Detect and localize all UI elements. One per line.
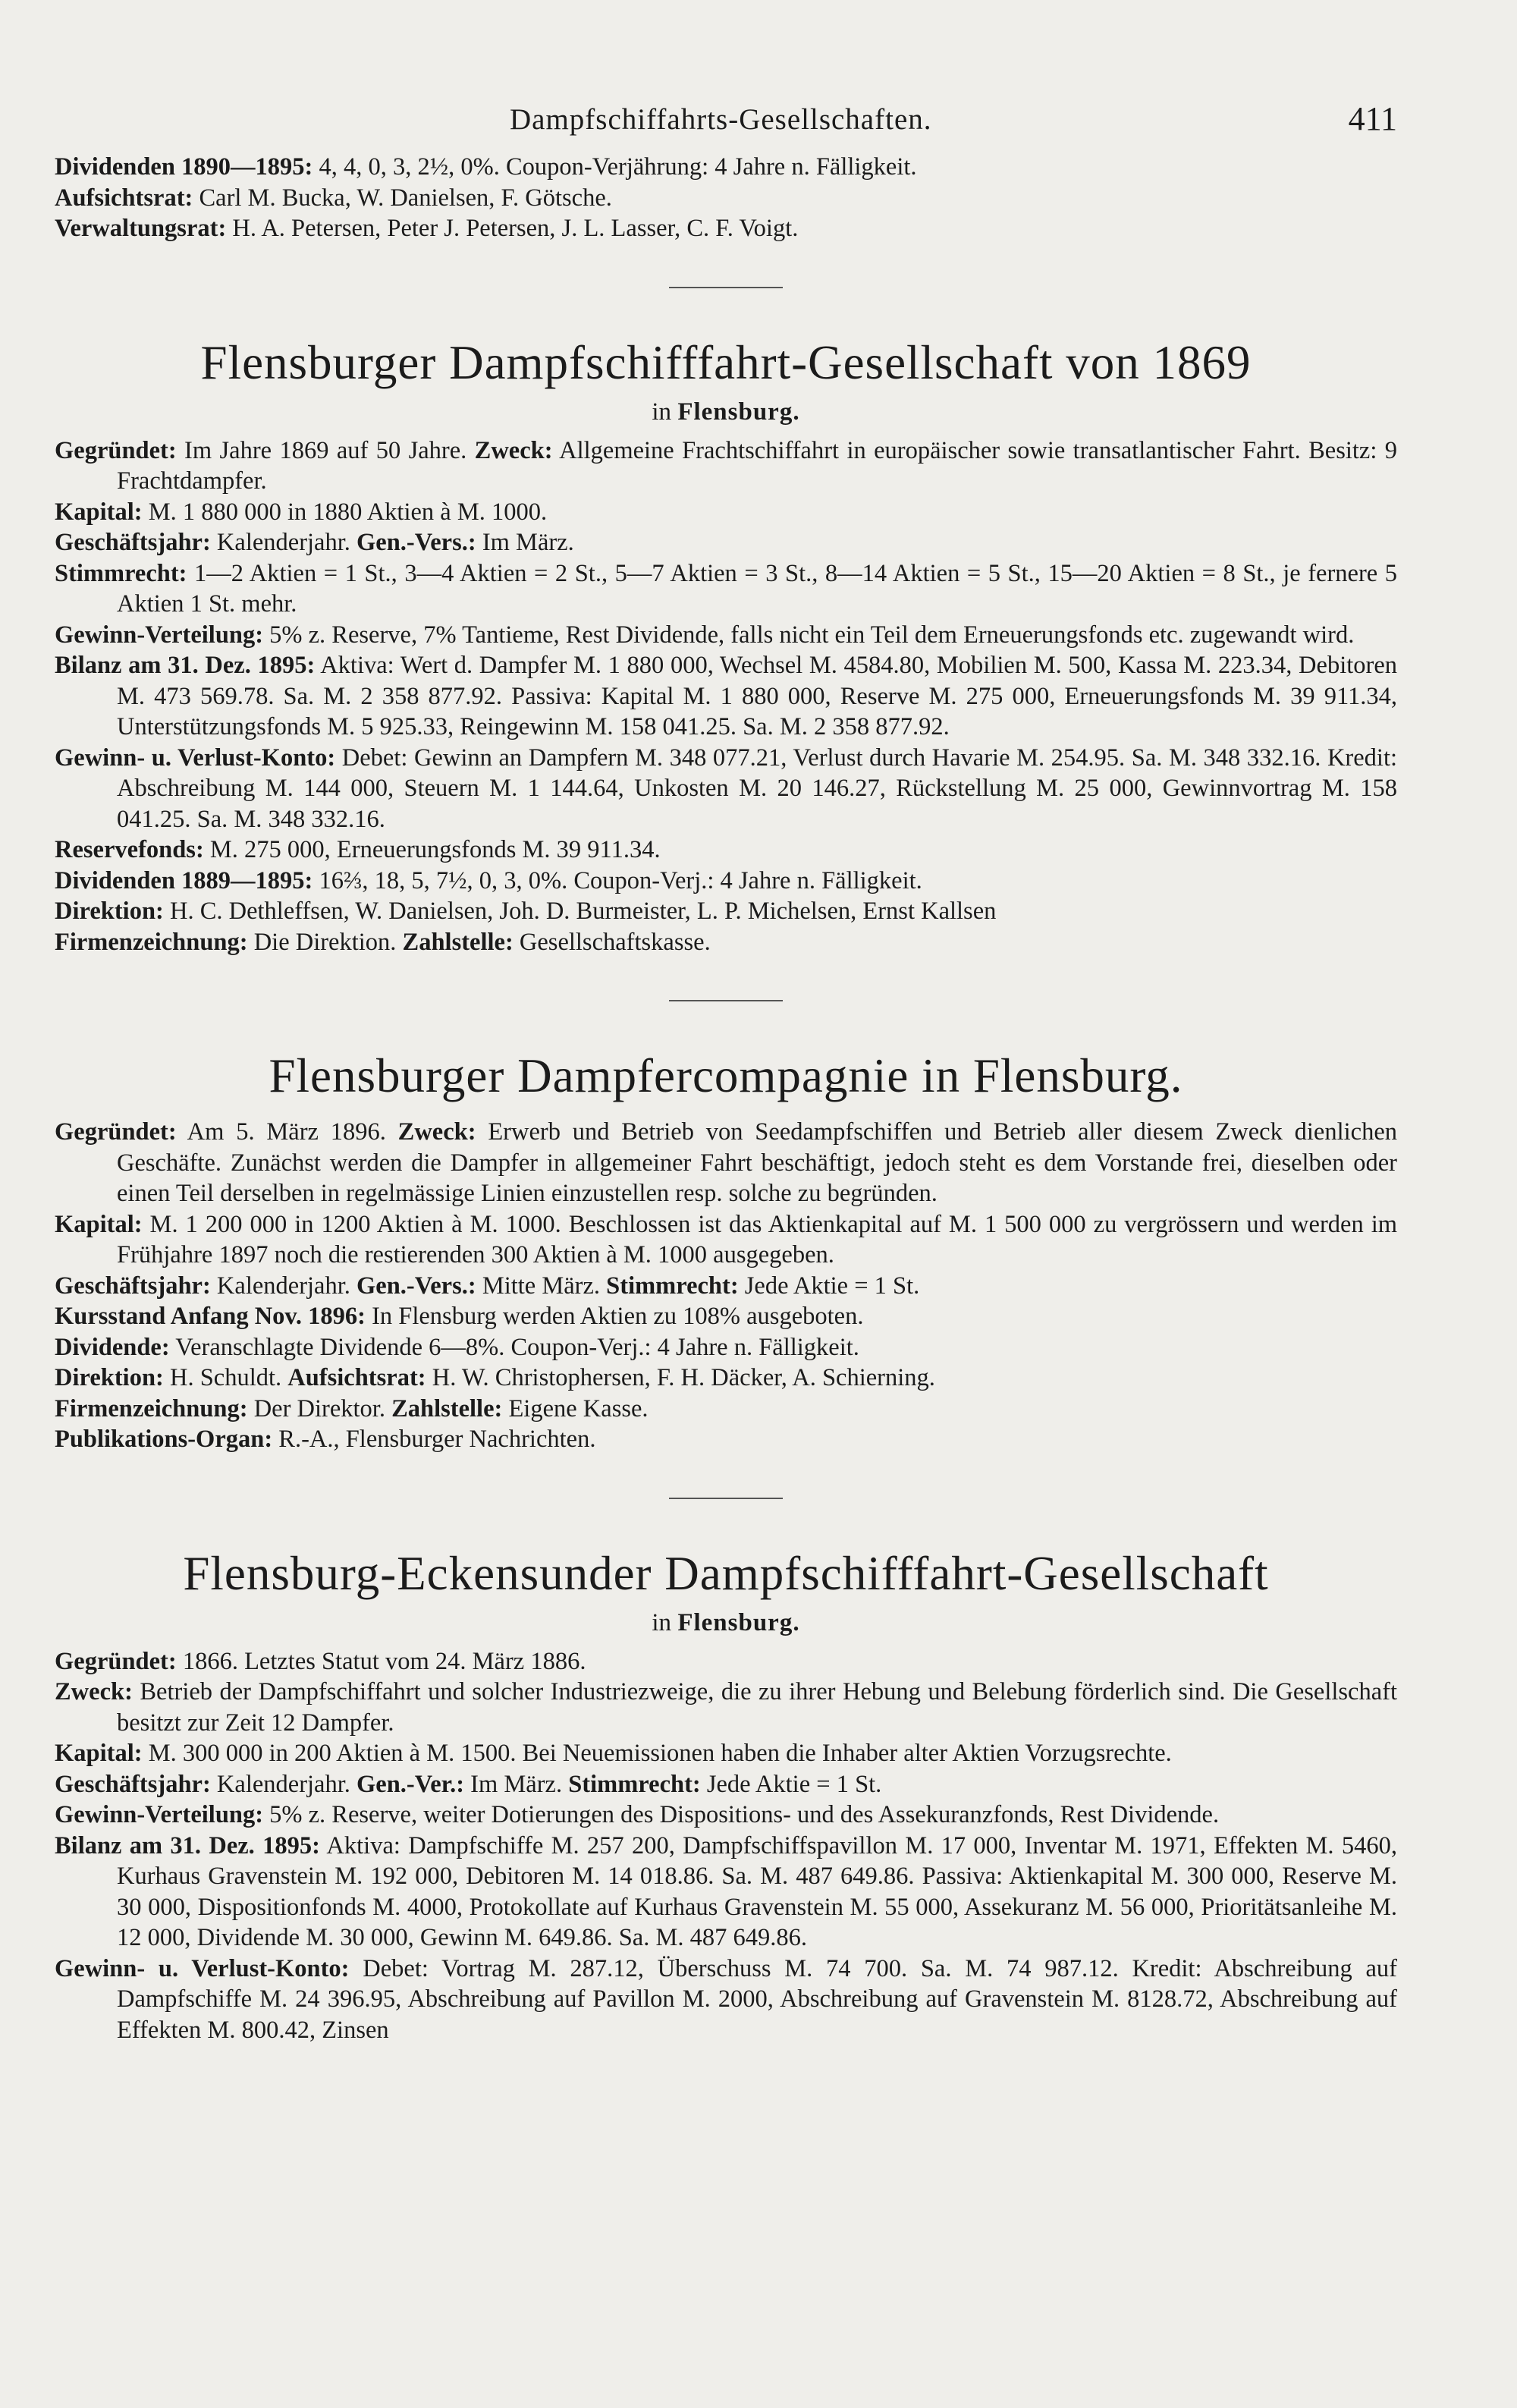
entry-label: Publikations-Organ: — [55, 1426, 273, 1453]
entry-label: Verwaltungsrat: — [55, 215, 227, 242]
entry-text: M. 1 200 000 in 1200 Aktien à M. 1000. Beschlossen ist das Aktienkapital auf M. 1 500 000 zu vergrössern und werden im Frühjahre 1897 noch die restierenden 300 Aktien à M. 1000 ausgegeben. — [117, 1210, 1397, 1268]
entry-text: 1866. Letztes Statut vom 24. März 1886. — [176, 1647, 586, 1675]
entry-label: Bilanz am 31. Dez. 1895: — [55, 652, 316, 679]
entry-direktion — [55, 896, 1397, 927]
company-flensburger-dampfercompagnie — [55, 1045, 1397, 1455]
entry-geschaeftsjahr — [55, 527, 1397, 558]
entry-label: Zweck: — [474, 436, 553, 464]
place-name: Flensburg. — [677, 398, 800, 426]
entry-firmenzeichnung — [55, 927, 1397, 958]
entry-text: Im März. — [476, 529, 574, 556]
entry-label: Zahlstelle: — [402, 928, 514, 956]
entry-label: Kapital: — [55, 1210, 143, 1238]
entry-geschaeftsjahr — [55, 1271, 1397, 1302]
entry-label: Gegründet: — [55, 1118, 177, 1146]
entry-text: Erwerb und Betrieb von Seedampfschiffen und Betrieb aller diesem Zweck dienlichen Geschäfte. Zunächst werden die Dampfer in allgemeiner Fahrt beschäftigt, jedoch steht es dem Vorstande frei, dieselben oder einen Teil derselben in regelmässige Linien einzustellen resp. solche zu begründen. — [117, 1118, 1397, 1207]
entry-publikations-organ — [55, 1424, 1397, 1455]
entry-gewinn-verteilung — [55, 1800, 1397, 1831]
entry-text: Veranschlagte Dividende 6—8%. Coupon-Verj.: 4 Jahre n. Fälligkeit. — [169, 1333, 859, 1361]
company-flensburg-eckensunder — [55, 1543, 1397, 2046]
entry-label: Geschäftsjahr: — [55, 529, 211, 556]
entry-gewinn-verlust-konto — [55, 743, 1397, 835]
entry-label: Gen.-Vers.: — [356, 1272, 476, 1300]
entry-label: Firmenzeichnung: — [55, 928, 248, 956]
entry-verwaltungsrat — [55, 213, 1397, 244]
entry-text: 5% z. Reserve, weiter Dotierungen des Dispositions- und des Assekuranzfonds, Rest Dividende. — [263, 1801, 1220, 1828]
section-divider — [669, 1498, 783, 1499]
entry-text: Aktiva: Wert d. Dampfer M. 1 880 000, Wechsel M. 4584.80, Mobilien M. 500, Kassa M. 223.34, Debitoren M. 473 569.78. Sa. M. 2 358 877.92. Passiva: Kapital M. 1 880 000, Reserve M. 275 000, Erneuerungsfonds M. 39 911.34, Unterstützungsfonds M. 5 925.33, Reingewinn M. 158 041.25. Sa. M. 2 358 877.92. — [117, 652, 1398, 740]
entry-label: Stimmrecht: — [606, 1272, 739, 1300]
entry-kapital — [55, 497, 1397, 528]
entry-text: Kalenderjahr. — [210, 1272, 357, 1300]
entry-gegruendet — [55, 1646, 1397, 1677]
entry-text: M. 1 880 000 in 1880 Aktien à M. 1000. — [142, 498, 548, 526]
company-place — [55, 1607, 1397, 1639]
entry-text: 4, 4, 0, 3, 2½, 0%. Coupon-Verjährung: 4 Jahre n. Fälligkeit. — [313, 153, 917, 181]
entry-label: Geschäftsjahr: — [55, 1770, 211, 1798]
entry-aufsichtsrat — [55, 183, 1397, 214]
entry-label: Gewinn-Verteilung: — [55, 1801, 264, 1828]
entry-text: Jede Aktie = 1 St. — [738, 1272, 920, 1300]
previous-company-continuation — [55, 152, 1397, 244]
entry-label: Aufsichtsrat: — [55, 184, 193, 212]
entry-text: M. 275 000, Erneuerungsfonds M. 39 911.34. — [203, 836, 661, 863]
entry-text: Der Direktor. — [247, 1394, 392, 1422]
section-divider — [669, 287, 783, 288]
place-name: Flensburg. — [677, 1608, 800, 1636]
entry-text: Debet: Vortrag M. 287.12, Überschuss M. 74 700. Sa. M. 74 987.12. Kredit: Abschreibung auf Dampfschiffe M. 24 396.95, Abschreibung auf Pavillon M. 2000, Abschreibung auf Gravenstein M. 8128.72, Abschreibung auf Effekten M. 800.42, Zinsen — [117, 1954, 1397, 2044]
company-title: Flensburg-Eckensunder Dampfschifffahrt-Gesellschaft — [183, 1546, 1269, 1600]
entry-label: Kursstand Anfang Nov. 1896: — [55, 1303, 366, 1330]
entry-text: 1—2 Aktien = 1 St., 3—4 Aktien = 2 St., 5—7 Aktien = 3 St., 8—14 Aktien = 5 St., 15—20 Aktien = 8 St., je fernere 5 Aktien 1 St. mehr. — [117, 559, 1397, 618]
entry-zweck — [55, 1677, 1397, 1738]
entry-dividenden — [55, 866, 1397, 897]
company-flensburger-dampfschifffahrt-1869 — [55, 332, 1397, 958]
entry-text: Kalenderjahr. — [210, 1770, 357, 1798]
entry-dividende — [55, 1332, 1397, 1363]
entry-label: Gegründet: — [55, 1647, 177, 1675]
page-number: 411 — [1348, 100, 1397, 137]
entry-gegruendet — [55, 435, 1397, 497]
entry-text: Allgemeine Frachtschiffahrt in europäischer sowie transatlantischer Fahrt. Besitz: 9 Frachtdampfer. — [117, 436, 1397, 495]
company-title: Flensburger Dampfschifffahrt-Gesellschaft von 1869 — [200, 335, 1252, 389]
company-place — [55, 396, 1397, 428]
entry-gewinn-verteilung — [55, 620, 1397, 651]
entry-label: Dividenden 1889—1895: — [55, 866, 313, 894]
entry-label: Dividende: — [55, 1333, 170, 1361]
entry-label: Direktion: — [55, 1364, 164, 1391]
entry-text: M. 300 000 in 200 Aktien à M. 1500. Bei Neuemissionen haben die Inhaber alter Aktien Vorzugsrechte. — [142, 1740, 1172, 1767]
entry-gewinn-verlust-konto — [55, 1954, 1397, 2046]
entry-bilanz — [55, 1831, 1397, 1954]
entry-label: Gen.-Ver.: — [356, 1770, 465, 1798]
entry-text: Eigene Kasse. — [502, 1394, 649, 1422]
entry-label: Direktion: — [55, 897, 164, 925]
entry-text: Im Jahre 1869 auf 50 Jahre. — [176, 436, 475, 464]
entry-kursstand — [55, 1301, 1397, 1332]
entry-label: Zahlstelle: — [391, 1394, 503, 1422]
place-prefix: in — [652, 398, 672, 426]
entry-direktion — [55, 1363, 1397, 1394]
entry-label: Gewinn- u. Verlust-Konto: — [55, 1954, 350, 1982]
entry-label: Aufsichtsrat: — [287, 1364, 426, 1391]
entry-text: R.-A., Flensburger Nachrichten. — [272, 1426, 596, 1453]
entry-text: H. Schuldt. — [163, 1364, 288, 1391]
entry-stimmrecht — [55, 558, 1397, 620]
entry-text: Im März. — [464, 1770, 569, 1798]
entry-text: 5% z. Reserve, 7% Tantieme, Rest Dividende, falls nicht ein Teil dem Erneuerungsfonds etc. zugewandt wird. — [263, 621, 1355, 649]
entry-label: Gegründet: — [55, 436, 177, 464]
entry-label: Stimmrecht: — [55, 559, 187, 587]
entry-reservefonds — [55, 835, 1397, 866]
entry-label: Kapital: — [55, 498, 143, 526]
entry-label: Bilanz am 31. Dez. 1895: — [55, 1831, 320, 1859]
entry-text: Debet: Gewinn an Dampfern M. 348 077.21, Verlust durch Havarie M. 254.95. Sa. M. 348 332.16. Kredit: Abschreibung M. 144 000, Steuern M. 1 144.64, Unkosten M. 20 146.27, Rückstellung M. 25 000, Gewinnvortrag M. 158 041.25. Sa. M. 348 332.16. — [117, 743, 1398, 833]
entry-text: H. W. Christophersen, F. H. Däcker, A. Schierning. — [426, 1364, 935, 1391]
entry-text: H. C. Dethleffsen, W. Danielsen, Joh. D. Burmeister, L. P. Michelsen, Ernst Kallsen — [163, 897, 997, 925]
entry-label: Reservefonds: — [55, 836, 204, 863]
entry-text: Jede Aktie = 1 St. — [700, 1770, 882, 1798]
entry-text: 16⅔, 18, 5, 7½, 0, 3, 0%. Coupon-Verj.: 4 Jahre n. Fälligkeit. — [313, 866, 922, 894]
entry-label: Firmenzeichnung: — [55, 1394, 248, 1422]
entry-text: H. A. Petersen, Peter J. Petersen, J. L. Lasser, C. F. Voigt. — [226, 215, 799, 242]
entry-text: Die Direktion. — [247, 928, 403, 956]
entry-text: Carl M. Bucka, W. Danielsen, F. Götsche. — [193, 184, 612, 212]
entry-label: Zweck: — [55, 1678, 133, 1705]
entry-text: Am 5. März 1896. — [176, 1118, 398, 1146]
entry-text: Gesellschaftskasse. — [513, 928, 711, 956]
entry-label: Dividenden 1890—1895: — [55, 153, 313, 181]
entry-label: Geschäftsjahr: — [55, 1272, 211, 1300]
entry-label: Gewinn- u. Verlust-Konto: — [55, 743, 336, 772]
entry-dividenden — [55, 152, 1397, 183]
entry-label: Gen.-Vers.: — [356, 529, 476, 556]
company-title: Flensburger Dampfercompagnie in Flensburg. — [269, 1049, 1183, 1102]
running-title: Dampfschiffahrts-Gesellschaften. — [510, 103, 932, 136]
entry-label: Stimmrecht: — [568, 1770, 701, 1798]
entry-label: Kapital: — [55, 1740, 143, 1767]
entry-geschaeftsjahr — [55, 1769, 1397, 1800]
entry-text: Aktiva: Dampfschiffe M. 257 200, Dampfschiffspavillon M. 17 000, Inventar M. 1971, Effekten M. 5460, Kurhaus Gravenstein M. 192 000, Debitoren M. 14 018.86. Sa. M. 487 649.86. Passiva: Aktienkapital M. 300 000, Reserve M. 30 000, Dispositionfonds M. 4000, Protokollate auf Kurhaus Gravenstein M. 55 000, Assekuranz M. 56 000, Prioritätsanleihe M. 12 000, Dividende M. 30 000, Gewinn M. 649.86. Sa. M. 487 649.86. — [117, 1831, 1397, 1951]
entry-text: Kalenderjahr. — [210, 529, 357, 556]
entry-text: In Flensburg werden Aktien zu 108% ausgeboten. — [365, 1303, 864, 1330]
entry-label: Gewinn-Verteilung: — [55, 621, 264, 649]
page-content — [55, 0, 1397, 2045]
entry-kapital — [55, 1209, 1397, 1271]
entry-kapital — [55, 1738, 1397, 1769]
entry-label: Zweck: — [397, 1118, 476, 1146]
entry-text: Betrieb der Dampfschiffahrt und solcher Industriezweige, die zu ihrer Hebung und Belebung förderlich sind. Die Gesellschaft besitzt zur Zeit 12 Dampfer. — [117, 1678, 1397, 1737]
place-prefix: in — [652, 1608, 672, 1636]
entry-firmenzeichnung — [55, 1394, 1397, 1425]
section-divider — [669, 1000, 783, 1001]
entry-gegruendet — [55, 1117, 1397, 1209]
running-head — [55, 0, 1397, 152]
entry-text: Mitte März. — [476, 1272, 607, 1300]
entry-bilanz — [55, 650, 1397, 743]
